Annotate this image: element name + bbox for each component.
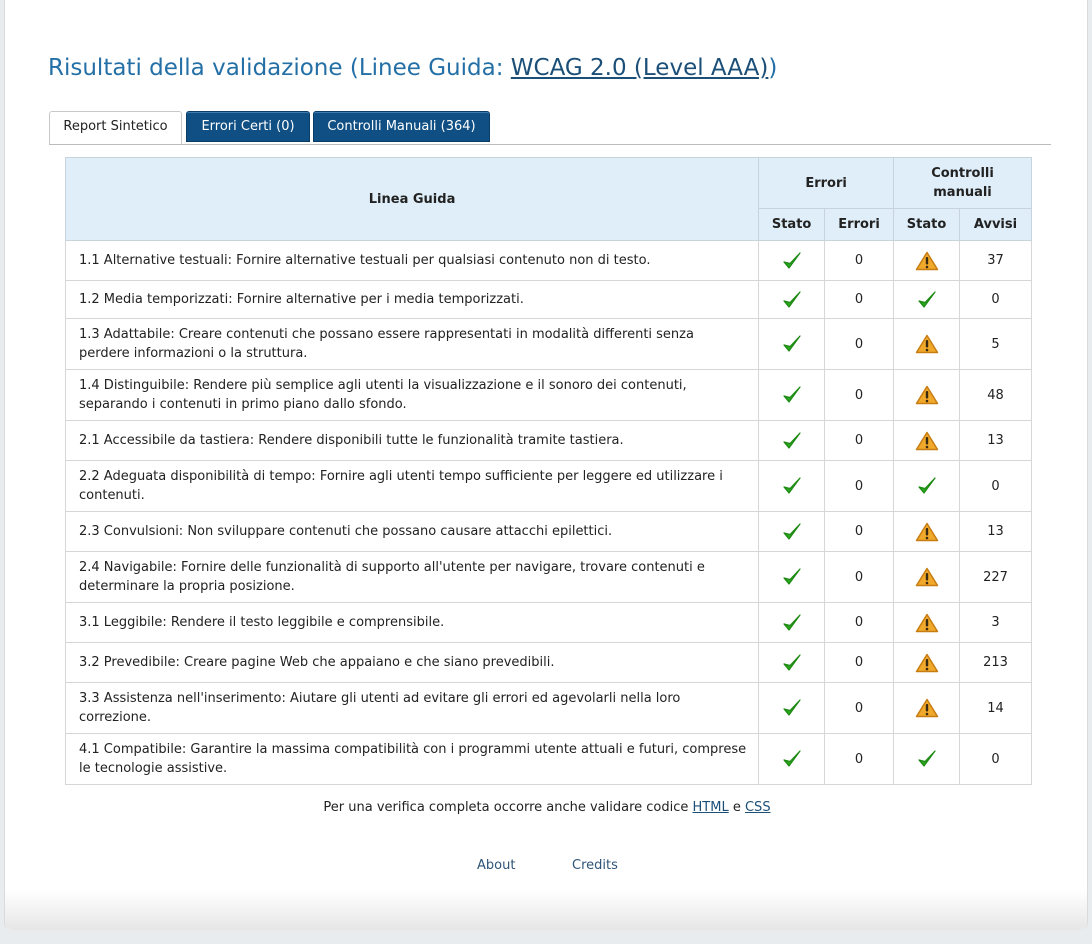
manual-status-cell [894, 643, 960, 683]
check-icon [782, 752, 802, 767]
manual-status-cell [894, 370, 960, 421]
check-icon [782, 655, 802, 670]
manual-status-cell [894, 281, 960, 319]
title-suffix: ) [768, 55, 778, 81]
tab-errori-certi[interactable]: Errori Certi (0) [186, 111, 310, 142]
warning-icon [915, 388, 939, 403]
warning-icon [915, 337, 939, 352]
table-row [66, 552, 1032, 603]
manual-status-cell [894, 512, 960, 552]
warning-icon [915, 615, 939, 630]
error-count-cell: 0 [825, 683, 894, 734]
error-count-cell: 0 [825, 603, 894, 643]
warning-count-cell: 0 [960, 734, 1032, 785]
error-count-cell: 0 [825, 512, 894, 552]
header-errori-count: Errori [825, 209, 894, 241]
guideline-cell: 2.3 Convulsioni: Non sviluppare contenuti che possano causare attacchi epilettici. [66, 512, 759, 552]
manual-status-cell [894, 241, 960, 281]
html-validator-link[interactable]: HTML [692, 800, 729, 815]
guideline-link[interactable]: WCAG 2.0 (Level AAA) [510, 55, 769, 81]
css-validator-link[interactable]: CSS [744, 800, 771, 815]
footer-note-text: Per una verifica completa occorre anche validare codice [323, 800, 693, 815]
guideline-cell: 4.1 Compatibile: Garantire la massima compatibilità con i programmi utente attuali e futuri, comprese le tecnologie assistive. [66, 734, 759, 785]
check-icon [782, 701, 802, 716]
guideline-cell: 2.4 Navigabile: Fornire delle funzionalità di supporto all'utente per navigare, trovare contenuti e determinare la propria posizione. [66, 552, 759, 603]
tab-divider [49, 144, 1051, 145]
warning-count-cell: 13 [960, 512, 1032, 552]
tab-controlli-manuali[interactable]: Controlli Manuali (364) [313, 111, 490, 142]
error-status-cell [759, 643, 825, 683]
warning-count-cell: 14 [960, 683, 1032, 734]
guideline-cell: 2.2 Adeguata disponibilità di tempo: Fornire agli utenti tempo sufficiente per leggere ed utilizzare i contenuti. [66, 461, 759, 512]
warning-count-cell: 227 [960, 552, 1032, 603]
table-row [66, 603, 1032, 643]
error-count-cell: 0 [825, 421, 894, 461]
manual-status-cell [894, 461, 960, 512]
check-icon [782, 433, 802, 448]
tab-report-sintetico[interactable]: Report Sintetico [49, 111, 182, 145]
guideline-cell: 1.1 Alternative testuali: Fornire alternative testuali per qualsiasi contenuto non di testo. [66, 241, 759, 281]
warning-icon [915, 655, 939, 670]
warning-icon [915, 253, 939, 268]
error-count-cell: 0 [825, 643, 894, 683]
warning-count-cell: 0 [960, 461, 1032, 512]
header-linea-guida: Linea Guida [66, 158, 759, 241]
manual-status-cell [894, 552, 960, 603]
guideline-cell: 3.2 Prevedibile: Creare pagine Web che appaiano e che siano prevedibili. [66, 643, 759, 683]
manual-status-cell [894, 421, 960, 461]
warning-count-cell: 37 [960, 241, 1032, 281]
table-row [66, 683, 1032, 734]
header-avvisi: Avvisi [960, 209, 1032, 241]
table-row [66, 421, 1032, 461]
warning-count-cell: 5 [960, 319, 1032, 370]
table-row [66, 734, 1032, 785]
table-row [66, 512, 1032, 552]
header-errori-group: Errori [759, 158, 894, 209]
table-row [66, 461, 1032, 512]
check-icon [782, 388, 802, 403]
error-status-cell [759, 421, 825, 461]
check-icon [917, 292, 937, 307]
check-icon [782, 253, 802, 268]
error-status-cell [759, 734, 825, 785]
header-stato-manuali: Stato [894, 209, 960, 241]
header-controlli-manuali-group: Controlli manuali [894, 158, 1032, 209]
manual-status-cell [894, 683, 960, 734]
error-count-cell: 0 [825, 319, 894, 370]
error-status-cell [759, 603, 825, 643]
page [4, 0, 1088, 930]
manual-status-cell [894, 603, 960, 643]
warning-icon [915, 524, 939, 539]
manual-status-cell [894, 734, 960, 785]
error-status-cell [759, 552, 825, 603]
warning-count-cell: 213 [960, 643, 1032, 683]
check-icon [782, 615, 802, 630]
warning-count-cell: 3 [960, 603, 1032, 643]
page-title [48, 55, 777, 81]
check-icon [782, 337, 802, 352]
error-status-cell [759, 683, 825, 734]
error-status-cell [759, 512, 825, 552]
error-count-cell: 0 [825, 281, 894, 319]
error-status-cell [759, 370, 825, 421]
page-bottom-shade [5, 890, 1087, 930]
error-count-cell: 0 [825, 241, 894, 281]
guideline-cell: 2.1 Accessibile da tastiera: Rendere disponibili tutte le funzionalità tramite tastiera. [66, 421, 759, 461]
footer-note [5, 800, 1089, 815]
check-icon [917, 479, 937, 494]
title-prefix: Risultati della validazione (Linee Guida: [48, 55, 511, 81]
error-count-cell: 0 [825, 552, 894, 603]
error-status-cell [759, 461, 825, 512]
error-count-cell: 0 [825, 734, 894, 785]
warning-icon [915, 701, 939, 716]
warning-count-cell: 48 [960, 370, 1032, 421]
check-icon [782, 570, 802, 585]
check-icon [917, 752, 937, 767]
guideline-cell: 1.4 Distinguibile: Rendere più semplice agli utenti la visualizzazione e il sonoro dei contenuti, separando i contenuti in primo piano dallo sfondo. [66, 370, 759, 421]
error-count-cell: 0 [825, 370, 894, 421]
table-row [66, 281, 1032, 319]
error-count-cell: 0 [825, 461, 894, 512]
footer-note-and: e [728, 800, 745, 815]
error-status-cell [759, 281, 825, 319]
guideline-cell: 3.1 Leggibile: Rendere il testo leggibile e comprensibile. [66, 603, 759, 643]
credits-link[interactable]: Credits [572, 858, 618, 873]
warning-icon [915, 433, 939, 448]
warning-icon [915, 570, 939, 585]
check-icon [782, 292, 802, 307]
table-row [66, 241, 1032, 281]
error-status-cell [759, 319, 825, 370]
warning-count-cell: 13 [960, 421, 1032, 461]
results-table [65, 157, 1032, 785]
manual-status-cell [894, 319, 960, 370]
guideline-cell: 1.3 Adattabile: Creare contenuti che possano essere rappresentati in modalità differenti senza perdere informazioni o la struttura. [66, 319, 759, 370]
error-status-cell [759, 241, 825, 281]
table-row [66, 319, 1032, 370]
check-icon [782, 479, 802, 494]
table-row [66, 370, 1032, 421]
check-icon [782, 524, 802, 539]
about-link[interactable]: About [477, 858, 516, 873]
warning-count-cell: 0 [960, 281, 1032, 319]
guideline-cell: 3.3 Assistenza nell'inserimento: Aiutare gli utenti ad evitare gli errori ed agevolarli nella loro correzione. [66, 683, 759, 734]
table-row [66, 643, 1032, 683]
header-stato-errori: Stato [759, 209, 825, 241]
guideline-cell: 1.2 Media temporizzati: Fornire alternative per i media temporizzati. [66, 281, 759, 319]
